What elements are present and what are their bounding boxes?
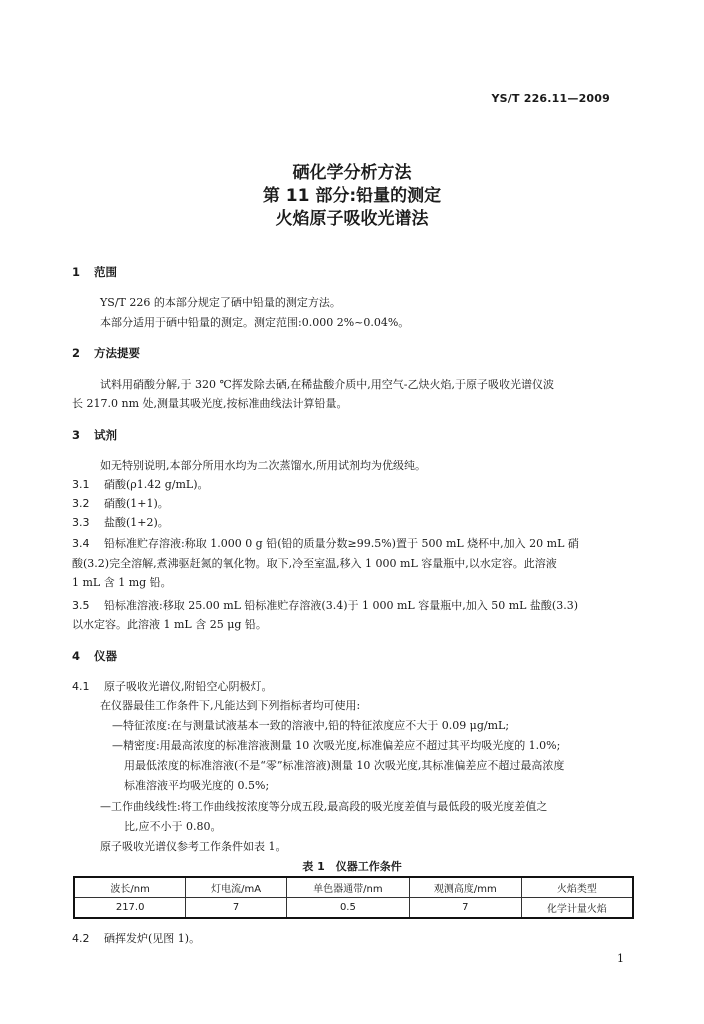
table-cell: 7	[186, 898, 287, 919]
table-cell: 7	[409, 898, 521, 919]
working-conditions-table	[73, 876, 634, 919]
clause-number: 3.1	[72, 478, 90, 491]
clause-number: 3.2	[72, 497, 90, 510]
apparatus-item-precision: —精密度:用最高浓度的标准溶液测量 10 次吸光度,标准偏差应不超过其平均吸光度的 1.0%;	[112, 739, 561, 752]
standard-number: YS/T 226.11—2009	[491, 92, 610, 105]
clause-3-5	[72, 599, 578, 613]
clause-number: 3.5	[72, 599, 90, 612]
clause-4-2	[72, 932, 200, 946]
clause-3-3	[72, 516, 169, 530]
apparatus-condition-intro: 在仪器最佳工作条件下,凡能达到下列指标者均可使用:	[100, 699, 361, 712]
title-line-1: 硒化学分析方法	[292, 163, 412, 183]
section-heading-principle	[72, 345, 140, 361]
reagents-intro: 如无特别说明,本部分所用水均为二次蒸馏水,所用试剂均为优级纯。	[100, 459, 426, 472]
clause-3-4-line-3: 1 mL 含 1 mg 铅。	[72, 576, 172, 589]
section-number: 2	[72, 346, 81, 360]
principle-line-2: 长 217.0 nm 处,测量其吸光度,按标准曲线法计算铅量。	[72, 397, 348, 410]
apparatus-item-linearity-line-2: 比,应不小于 0.80。	[124, 820, 222, 833]
section-heading-apparatus	[72, 648, 117, 664]
clause-text: 硝酸(ρ1.42 g/mL)。	[104, 478, 209, 491]
clause-3-4-line-2: 酸(3.2)完全溶解,煮沸驱赶氮的氧化物。取下,冷至室温,移入 1 000 mL 容量瓶中,以水定容。此溶液	[72, 557, 557, 570]
scope-paragraph-2: 本部分适用于硒中铅量的测定。测定范围:0.000 2%~0.04%。	[100, 316, 410, 329]
clause-text: 铅标准溶液:移取 25.00 mL 铅标准贮存溶液(3.4)于 1 000 mL 容量瓶中,加入 50 mL 盐酸(3.3)	[104, 599, 579, 612]
table-header-cell: 单色器通带/nm	[286, 877, 409, 898]
table-header-row	[74, 877, 633, 898]
title-line-3: 火焰原子吸收光谱法	[275, 209, 429, 229]
clause-4-1	[72, 680, 273, 694]
clause-text: 铅标准贮存溶液:称取 1.000 0 g 铅(铅的质量分数≥99.5%)置于 500 mL 烧杯中,加入 20 mL 硝	[104, 537, 579, 550]
clause-number: 3.4	[72, 537, 90, 550]
section-heading-reagents	[72, 427, 117, 443]
table-cell: 0.5	[286, 898, 409, 919]
section-heading-scope	[72, 264, 117, 280]
section-number: 1	[72, 265, 81, 279]
clause-3-2	[72, 497, 169, 511]
scope-paragraph-1: YS/T 226 的本部分规定了硒中铅量的测定方法。	[100, 296, 341, 309]
table-cell: 化学计量火焰	[521, 898, 633, 919]
table-header-cell: 灯电流/mA	[186, 877, 287, 898]
section-title: 试剂	[94, 428, 117, 442]
apparatus-item-precision-line-3: 标准溶液平均吸光度的 0.5%;	[124, 779, 270, 792]
table-header-cell: 观测高度/mm	[409, 877, 521, 898]
table-cell: 217.0	[74, 898, 186, 919]
section-number: 3	[72, 428, 81, 442]
section-number: 4	[72, 649, 81, 663]
apparatus-item-characteristic-concentration: —特征浓度:在与测量试液基本一致的溶液中,铅的特征浓度应不大于 0.09 μg/mL;	[112, 719, 510, 732]
section-title: 范围	[94, 265, 117, 279]
section-title: 方法提要	[94, 346, 140, 360]
table-row	[74, 898, 633, 919]
table-title: 表 1 仪器工作条件	[302, 860, 402, 873]
section-title: 仪器	[94, 649, 117, 663]
title-line-2: 第 11 部分:铅量的测定	[262, 186, 442, 206]
apparatus-table-reference: 原子吸收光谱仪参考工作条件如表 1。	[100, 840, 287, 853]
clause-number: 4.2	[72, 932, 90, 945]
table-header-cell: 火焰类型	[521, 877, 633, 898]
clause-3-5-line-2: 以水定容。此溶液 1 mL 含 25 μg 铅。	[72, 618, 267, 631]
clause-3-4	[72, 537, 579, 551]
clause-text: 原子吸收光谱仪,附铅空心阴极灯。	[104, 680, 273, 693]
clause-text: 硒挥发炉(见图 1)。	[104, 932, 201, 945]
clause-3-1	[72, 478, 209, 492]
clause-number: 3.3	[72, 516, 90, 529]
clause-number: 4.1	[72, 680, 90, 693]
principle-line-1: 试料用硝酸分解,于 320 ℃挥发除去硒,在稀盐酸介质中,用空气-乙炔火焰,于原子吸收光谱仪波	[100, 378, 554, 391]
apparatus-item-precision-line-2: 用最低浓度的标准溶液(不是“零”标准溶液)测量 10 次吸光度,其标准偏差应不超过最高浓度	[124, 759, 565, 772]
clause-text: 盐酸(1+2)。	[104, 516, 169, 529]
apparatus-item-linearity: —工作曲线线性:将工作曲线按浓度等分成五段,最高段的吸光度差值与最低段的吸光度差值之	[100, 800, 548, 813]
clause-text: 硝酸(1+1)。	[104, 497, 169, 510]
page-number: 1	[617, 952, 624, 965]
table-header-cell: 波长/nm	[74, 877, 186, 898]
